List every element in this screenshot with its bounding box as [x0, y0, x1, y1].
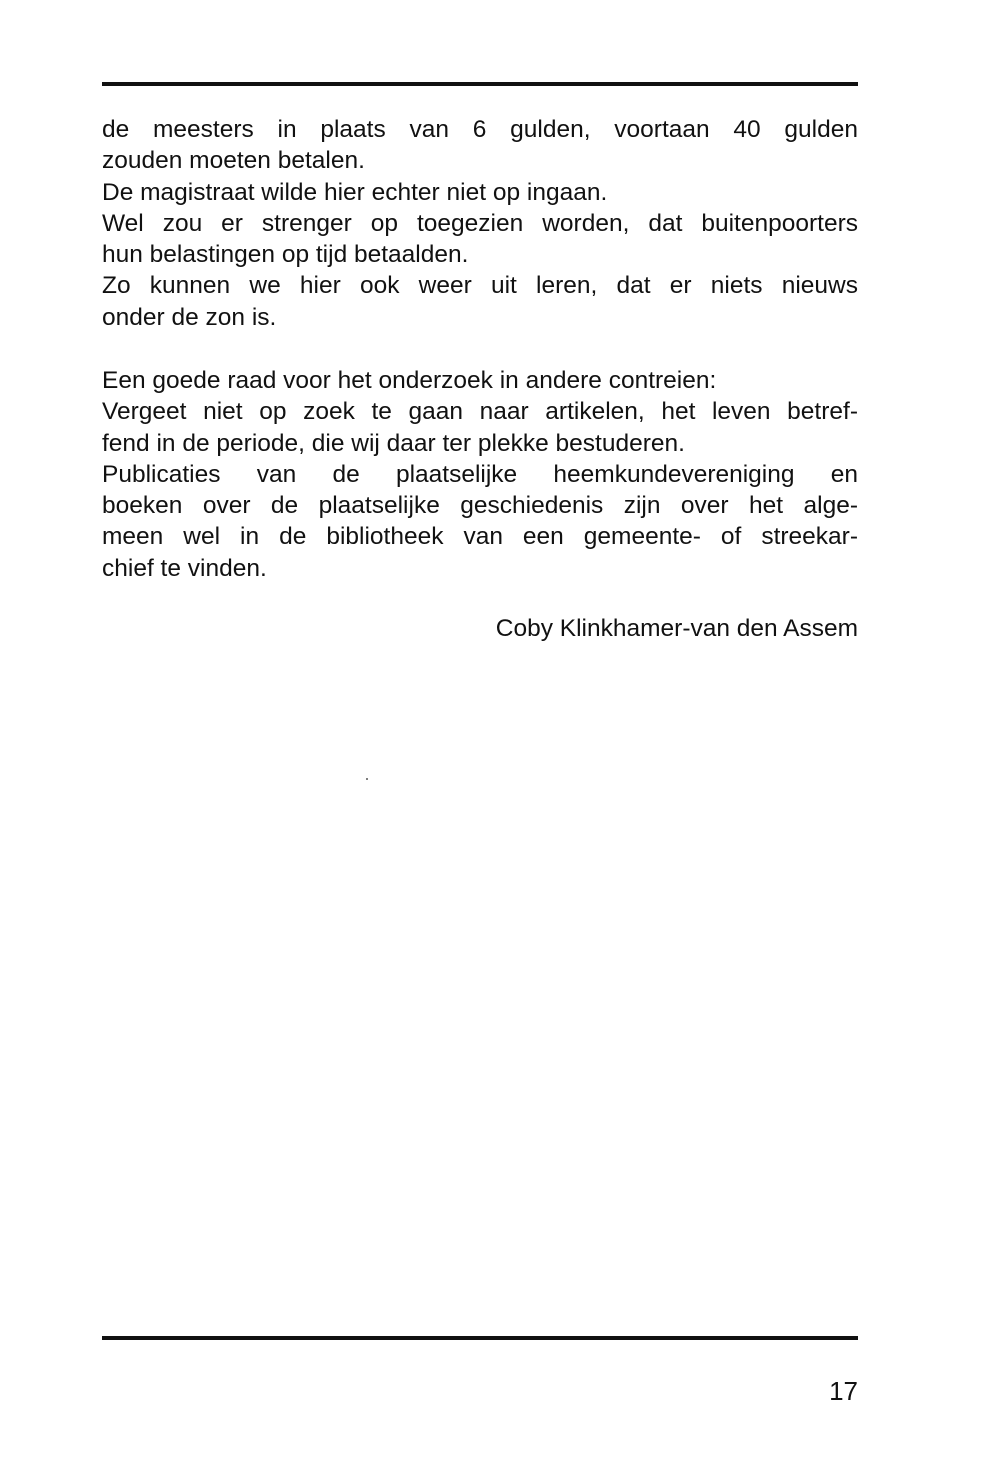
text-line: Wel zou er strenger op toegezien worden, dat buitenpoorters [102, 209, 858, 237]
text-line: Een goede raad voor het onderzoek in andere contreien: [102, 367, 717, 394]
text-line: De magistraat wilde hier echter niet op ingaan. [102, 178, 608, 206]
text-line: boeken over de plaatselijke geschiedenis zijn over het alge- [102, 492, 858, 520]
text-line: zouden moeten betalen. [102, 147, 365, 175]
text-line: fend in de periode, die wij daar ter plekke bestuderen. [102, 429, 685, 457]
page-number: 17 [829, 1376, 858, 1406]
paragraph-2 [102, 365, 858, 584]
text-line: onder de zon is. [102, 303, 277, 331]
text-line: Vergeet niet op zoek te gaan naar artikelen, het leven betref- [102, 398, 858, 426]
paragraph-1 [102, 114, 858, 333]
text-line: meen wel in de bibliotheek van een gemeente- of streekar- [102, 523, 858, 551]
text-line: de meesters in plaats van 6 gulden, voortaan 40 gulden [102, 116, 858, 143]
text-line: Zo kunnen we hier ook weer uit leren, dat er niets nieuws [102, 272, 858, 300]
bottom-rule [102, 1336, 858, 1340]
text-line: chief te vinden. [102, 554, 267, 582]
top-rule [102, 82, 858, 86]
text-line: Publicaties van de plaatselijke heemkundevereniging en [102, 460, 858, 488]
text-line: hun belastingen op tijd betaalden. [102, 241, 469, 269]
scan-speck [366, 778, 368, 780]
author-signature: Coby Klinkhamer-van den Assem [495, 615, 858, 642]
